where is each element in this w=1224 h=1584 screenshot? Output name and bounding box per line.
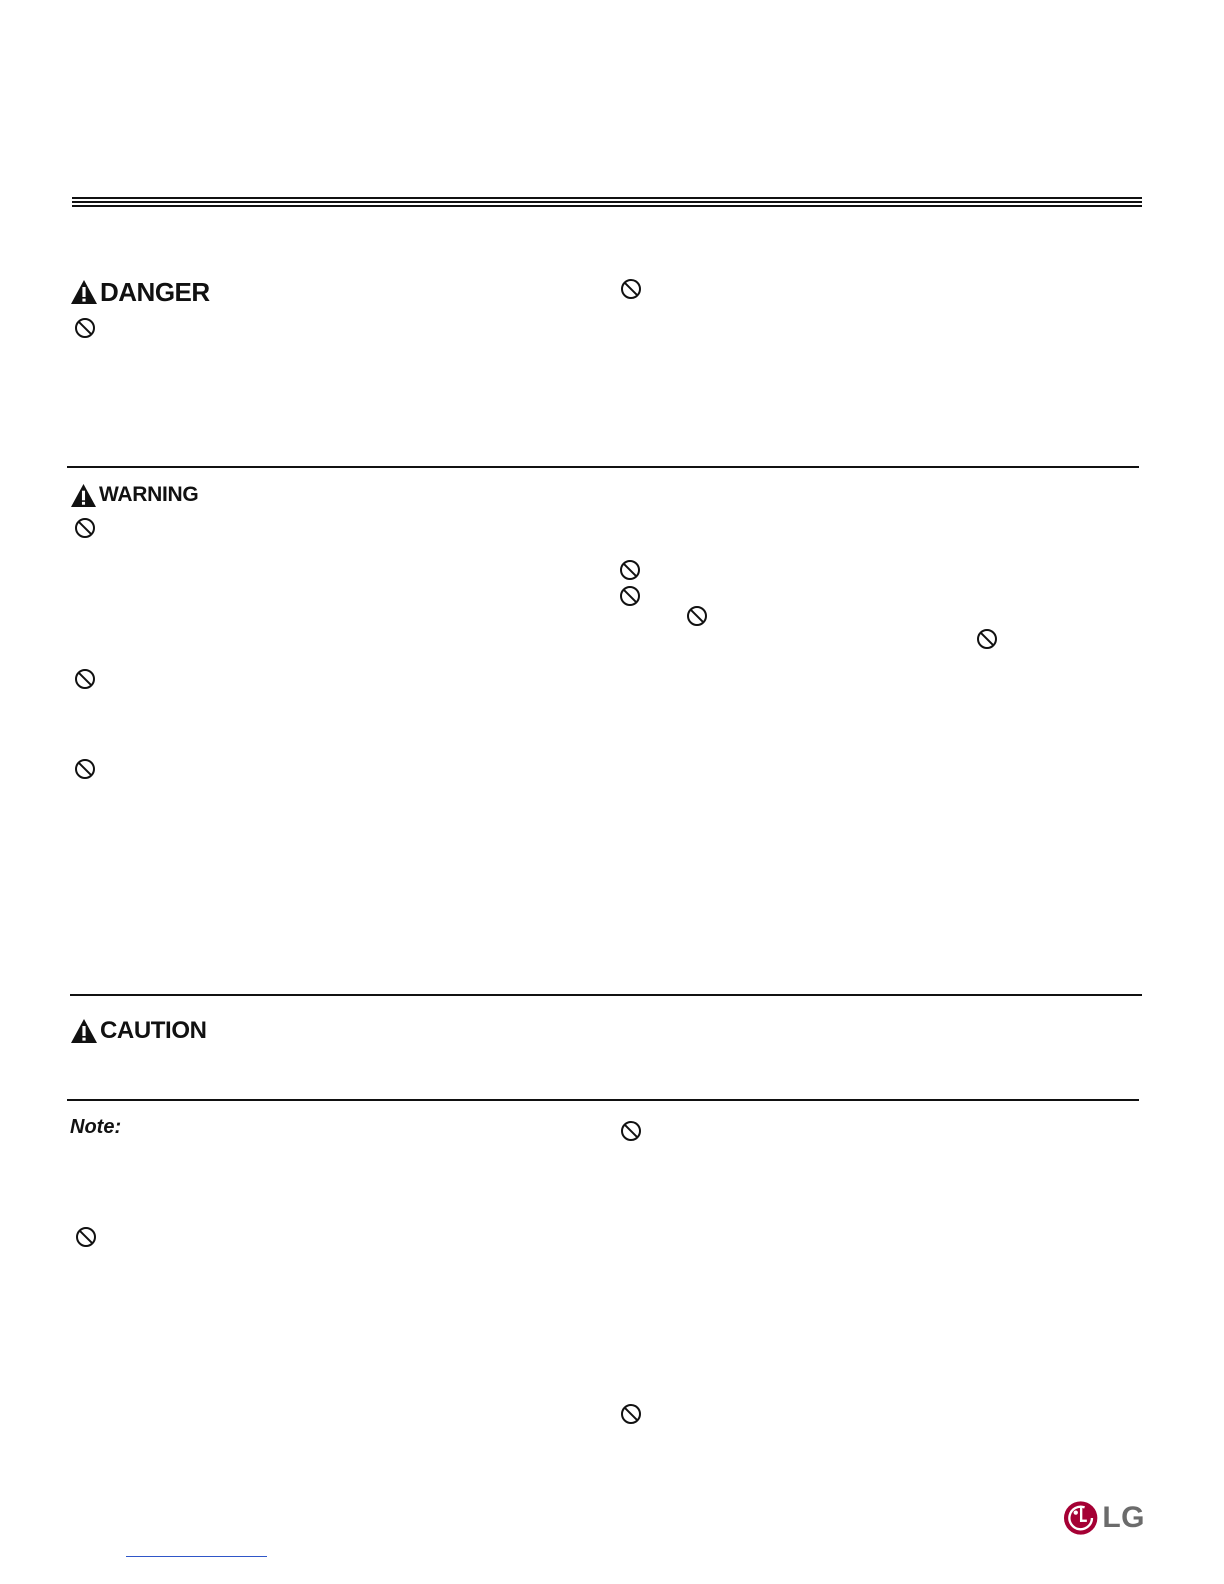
warning-heading <box>70 481 198 509</box>
caution-heading-text: CAUTION <box>100 1017 207 1044</box>
prohibited-circle-icon <box>620 278 642 300</box>
caution-heading <box>70 1016 207 1046</box>
section-divider <box>70 994 1142 996</box>
danger-heading <box>70 276 210 308</box>
note-label: Note: <box>70 1116 122 1138</box>
header-rule <box>72 197 1142 207</box>
prohibited-circle-icon <box>74 317 96 339</box>
prohibited-circle-icon <box>75 1226 97 1248</box>
warning-heading-text: WARNING <box>99 483 199 506</box>
warning-triangle-icon <box>70 483 97 508</box>
prohibited-circle-icon <box>619 585 641 607</box>
warning-triangle-icon <box>70 1018 98 1044</box>
prohibited-circle-icon <box>74 517 96 539</box>
prohibited-circle-icon <box>74 758 96 780</box>
prohibited-circle-icon <box>976 628 998 650</box>
prohibited-circle-icon <box>686 605 708 627</box>
section-divider <box>67 466 1139 468</box>
logo-text: LG <box>1102 1501 1145 1534</box>
section-divider <box>67 1099 1139 1101</box>
lg-face-logo-icon <box>1063 1500 1098 1536</box>
prohibited-circle-icon <box>620 1403 642 1425</box>
prohibited-circle-icon <box>74 668 96 690</box>
lg-logo <box>1063 1498 1145 1538</box>
danger-heading-text: DANGER <box>100 276 210 307</box>
footer-link[interactable] <box>126 1556 267 1557</box>
prohibited-circle-icon <box>619 559 641 581</box>
warning-triangle-icon <box>70 279 98 305</box>
prohibited-circle-icon <box>620 1120 642 1142</box>
